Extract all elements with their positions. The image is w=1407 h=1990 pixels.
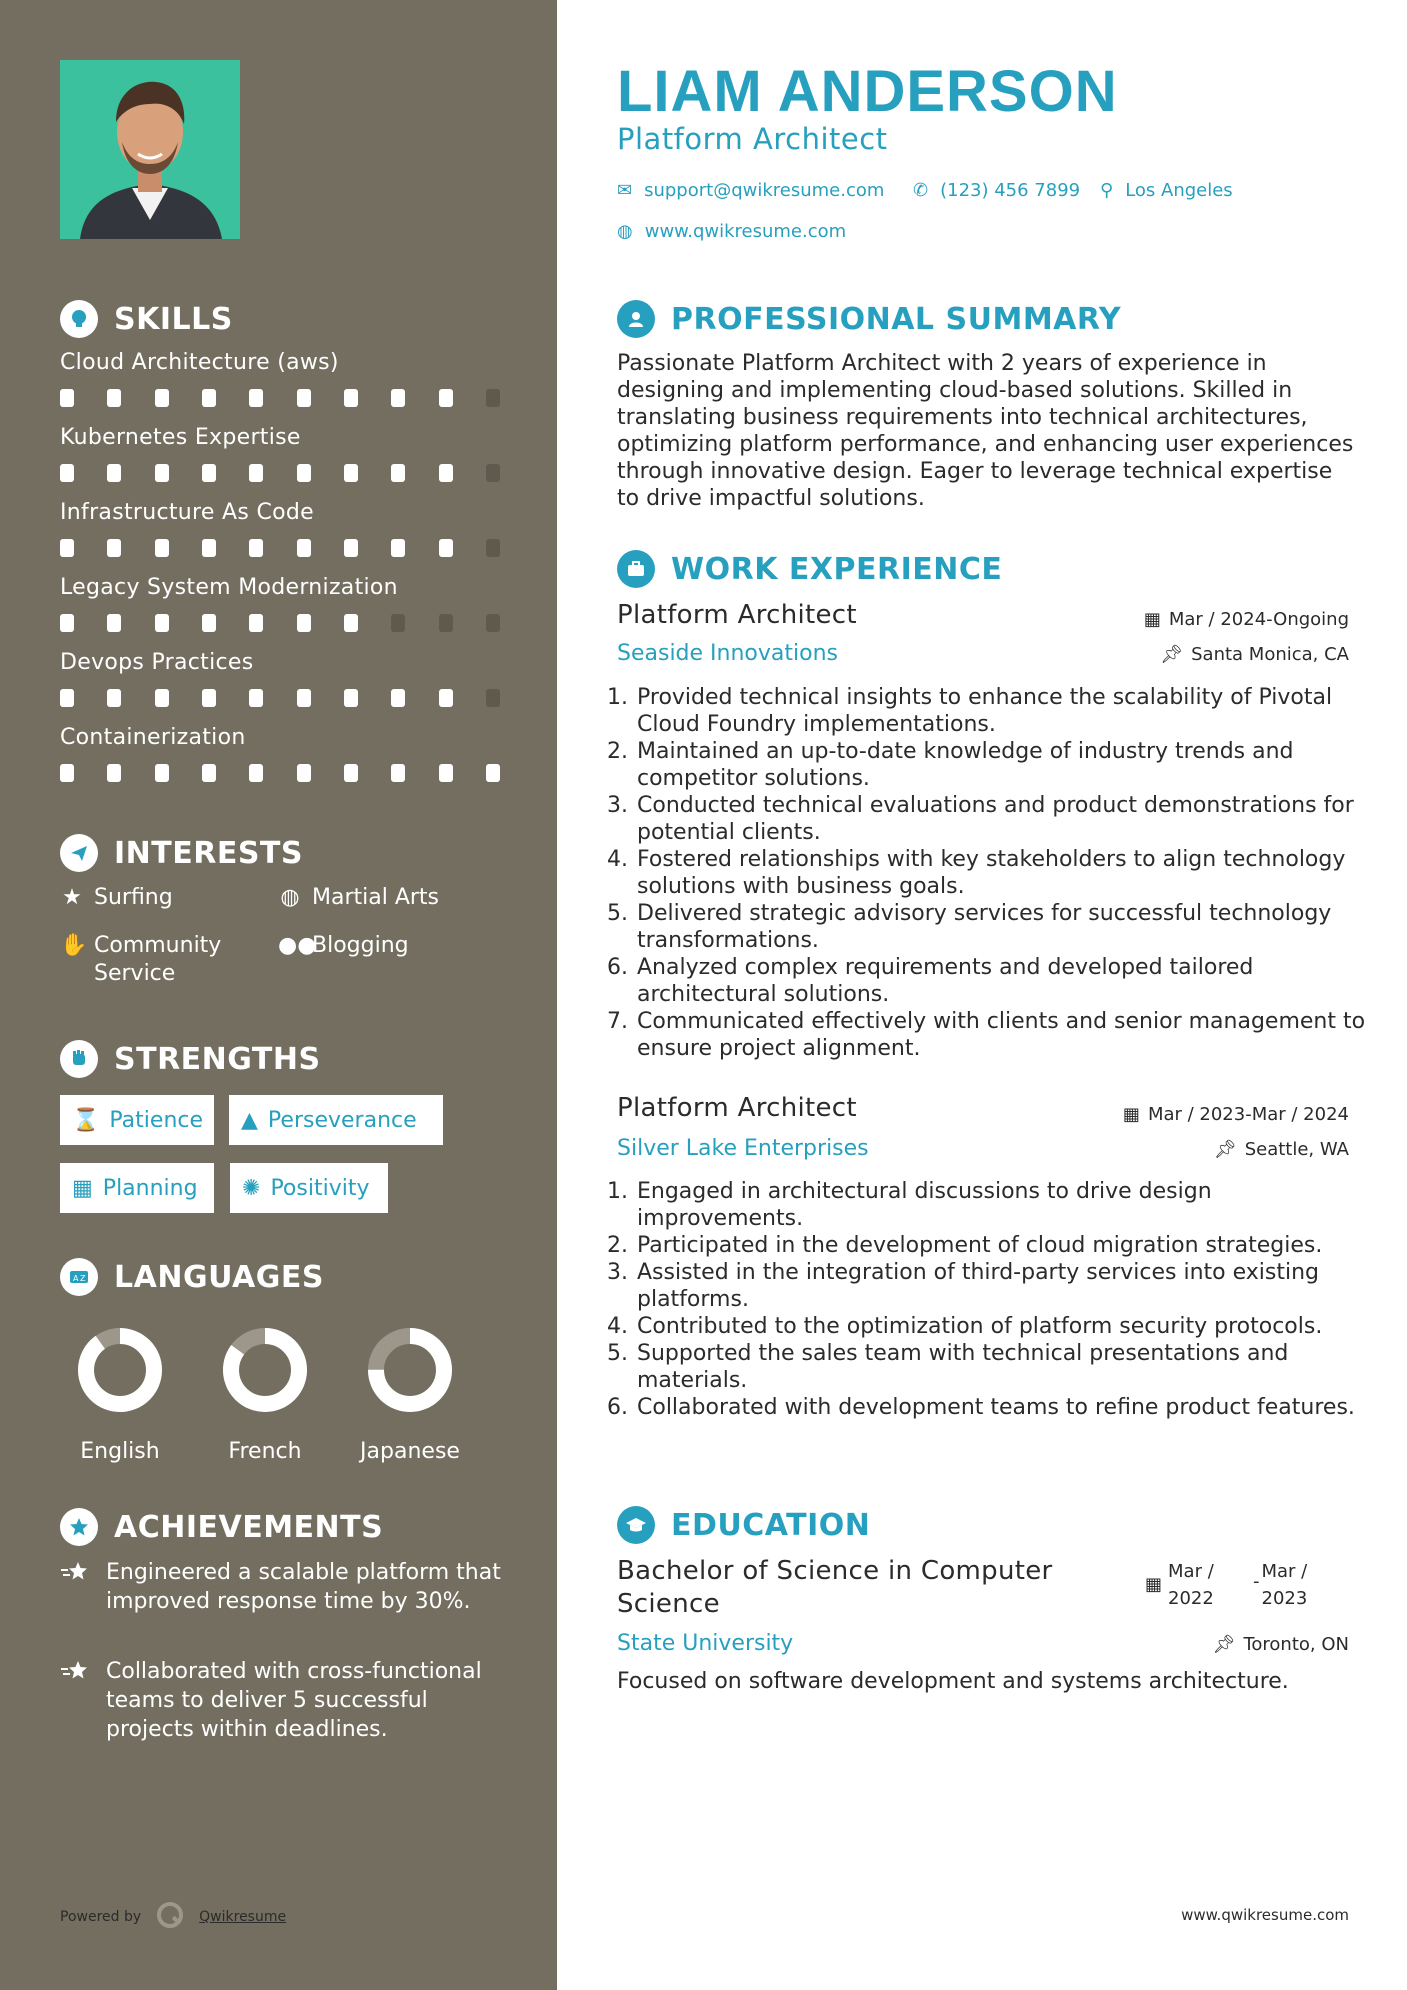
skill-dot-filled — [155, 464, 169, 482]
skill-dot-filled — [439, 539, 453, 557]
skill-dot-filled — [107, 614, 121, 632]
job-bullet: 5. Supported the sales team with technical presentations and materials. — [635, 1340, 1375, 1394]
location-contact — [1100, 180, 1233, 201]
powered-by-label: Powered by — [60, 1909, 142, 1925]
footer-url[interactable]: www.qwikresume.com — [1181, 1906, 1349, 1924]
language-item — [60, 1325, 180, 1464]
skill-dot-empty — [486, 389, 500, 407]
language-label: French — [228, 1439, 302, 1464]
strength-chip — [60, 1163, 214, 1213]
education-end-text: Mar / 2023 — [1261, 1561, 1308, 1609]
skill-dot-filled — [60, 539, 74, 557]
job-bullet: 7. Communicated effectively with clients and senior management to ensure project alignment. — [635, 1008, 1375, 1062]
svg-text:A: A — [73, 1274, 79, 1283]
job-bullet: 4. Contributed to the optimization of platform security protocols. — [635, 1313, 1375, 1340]
languages-title: LANGUAGES — [114, 1259, 324, 1295]
skill-dot-filled — [155, 689, 169, 707]
candidate-role: Platform Architect — [617, 122, 888, 156]
job-location — [1160, 644, 1349, 665]
achievement-text: Engineered a scalable platform that improved response time by 30%. — [106, 1560, 501, 1614]
job-location-text: Seattle, WA — [1244, 1139, 1349, 1160]
skill-label: Cloud Architecture (aws) — [60, 350, 339, 375]
skill-item — [60, 500, 500, 557]
skill-dot-filled — [202, 689, 216, 707]
strength-label: Planning — [102, 1175, 198, 1201]
skill-dot-filled — [249, 764, 263, 782]
phone-icon: ✆ — [913, 180, 929, 201]
achievements-title: ACHIEVEMENTS — [114, 1509, 384, 1545]
skill-label: Devops Practices — [60, 650, 254, 675]
skill-dot-filled — [344, 764, 358, 782]
summary-text: Passionate Platform Architect with 2 years of experience in designing and implementing cloud-based solutions. Skilled in translating business requirements into technical architectures, optimizing platform performance, and enhancing user experiences through innovative design. Eager to leverage technical expertise to drive impactful solutions. — [617, 351, 1354, 511]
experience-heading — [617, 550, 1002, 588]
skill-dot-filled — [297, 614, 311, 632]
skill-rating — [60, 389, 500, 407]
job-bullet: 1. Provided technical insights to enhance the scalability of Pivotal Cloud Foundry implementations. — [635, 684, 1375, 738]
skills-title: SKILLS — [114, 301, 233, 337]
job-dates — [1144, 609, 1349, 630]
skill-dot-filled — [249, 389, 263, 407]
skill-rating — [60, 539, 500, 557]
brand-link[interactable]: Qwikresume — [199, 1909, 287, 1925]
education-heading — [617, 1506, 870, 1544]
job-dates-text: Mar / 2023-Mar / 2024 — [1147, 1104, 1349, 1125]
strength-label: Patience — [109, 1107, 204, 1133]
globe-icon: ◍ — [617, 221, 633, 242]
globe-icon: ◍ — [280, 885, 300, 910]
language-item — [205, 1325, 325, 1464]
phone-text: (123) 456 7899 — [940, 180, 1081, 201]
skill-dot-filled — [344, 464, 358, 482]
interest-label: Community Service — [94, 933, 222, 986]
achievements-heading — [60, 1508, 383, 1546]
summary-title: PROFESSIONAL SUMMARY — [671, 301, 1122, 337]
skill-dot-filled — [249, 689, 263, 707]
interest-item — [278, 884, 439, 912]
language-donut — [75, 1325, 165, 1415]
language-donut — [365, 1325, 455, 1415]
strength-label: Positivity — [270, 1175, 370, 1201]
job-bullet: 2. Participated in the development of cloud migration strategies. — [635, 1232, 1375, 1259]
job-title: Platform Architect — [617, 1093, 857, 1123]
skill-rating — [60, 614, 500, 632]
skill-item — [60, 425, 500, 482]
skill-dot-filled — [344, 614, 358, 632]
calendar-icon: ▦ — [1143, 609, 1161, 630]
skill-dot-filled — [155, 614, 169, 632]
skill-rating — [60, 464, 500, 482]
skill-item — [60, 575, 500, 632]
interest-label: Surfing — [94, 885, 173, 910]
job-bullets — [617, 1178, 1375, 1421]
skill-item — [60, 725, 500, 782]
skill-dot-filled — [391, 764, 405, 782]
skill-dot-filled — [107, 389, 121, 407]
star-icon: ★ — [62, 885, 82, 910]
svg-text:Z: Z — [80, 1274, 86, 1283]
skill-dot-filled — [344, 689, 358, 707]
skill-dot-filled — [249, 539, 263, 557]
language-label: Japanese — [360, 1439, 460, 1464]
skill-dot-filled — [107, 539, 121, 557]
language-item — [350, 1325, 470, 1464]
skills-heading — [60, 300, 233, 338]
education-start-date — [1145, 1558, 1215, 1612]
skill-dot-filled — [486, 764, 500, 782]
skill-dot-filled — [60, 614, 74, 632]
job-location-text: Santa Monica, CA — [1191, 644, 1349, 665]
languages-heading — [60, 1258, 324, 1296]
education-location-text: Toronto, ON — [1243, 1634, 1349, 1655]
job-bullet: 2. Maintained an up-to-date knowledge of industry trends and competitor solutions. — [635, 738, 1375, 792]
skill-label: Containerization — [60, 725, 246, 750]
skill-dot-filled — [60, 689, 74, 707]
education-start-text: Mar / 2022 — [1168, 1561, 1214, 1609]
job-bullet: 3. Assisted in the integration of third-party services into existing platforms. — [635, 1259, 1375, 1313]
interest-item — [60, 932, 250, 988]
skill-item — [60, 650, 500, 707]
job-dates-text: Mar / 2024-Ongoing — [1168, 609, 1349, 630]
job-bullet: 6. Analyzed complex requirements and developed tailored architectural solutions. — [635, 954, 1375, 1008]
map-pin-icon: ⚲ — [1100, 180, 1114, 201]
job-bullet: 1. Engaged in architectural discussions to drive design improvements. — [635, 1178, 1375, 1232]
strengths-heading — [60, 1040, 321, 1078]
skill-item — [60, 350, 500, 407]
strength-chip — [230, 1163, 388, 1213]
education-location — [1213, 1634, 1349, 1655]
strengths-title: STRENGTHS — [114, 1041, 321, 1077]
strength-chip — [229, 1095, 443, 1145]
skill-dot-filled — [202, 614, 216, 632]
skill-rating — [60, 764, 500, 782]
interests-title: INTERESTS — [114, 835, 303, 871]
graduation-cap-icon — [617, 1506, 655, 1544]
skill-dot-empty — [486, 539, 500, 557]
skill-dot-filled — [249, 464, 263, 482]
education-title: EDUCATION — [671, 1507, 871, 1543]
pin-icon: 📌︎ — [1160, 644, 1184, 665]
language-label: English — [80, 1439, 160, 1464]
skill-dot-filled — [391, 539, 405, 557]
user-icon — [617, 300, 655, 338]
road-icon: ▲ — [241, 1107, 258, 1133]
skill-dot-filled — [297, 464, 311, 482]
job-location — [1214, 1139, 1349, 1160]
skill-dot-filled — [249, 614, 263, 632]
job-bullet: 5. Delivered strategic advisory services for successful technology transformations. — [635, 900, 1375, 954]
language-icon — [60, 1258, 98, 1296]
achievement-item — [60, 1558, 520, 1616]
education-end-date — [1253, 1558, 1333, 1612]
job-company: Silver Lake Enterprises — [617, 1136, 869, 1161]
skill-label: Infrastructure As Code — [60, 500, 314, 525]
skill-dot-empty — [486, 689, 500, 707]
trophy-icon — [60, 1508, 98, 1546]
skill-dot-filled — [60, 764, 74, 782]
interests-heading — [60, 834, 303, 872]
strength-chip — [60, 1095, 214, 1145]
sun-icon: ✺ — [242, 1175, 261, 1201]
achievement-text: Collaborated with cross-functional teams to deliver 5 successful projects within deadlines. — [106, 1659, 482, 1742]
website-text: www.qwikresume.com — [644, 221, 847, 242]
sidebar — [0, 0, 557, 1990]
skill-label: Legacy System Modernization — [60, 575, 398, 600]
skill-dot-empty — [439, 614, 453, 632]
email-text: support@qwikresume.com — [644, 180, 885, 201]
skill-dot-empty — [391, 614, 405, 632]
calendar-icon: ▦ — [1122, 1104, 1140, 1125]
achievement-item — [60, 1657, 520, 1744]
skill-dot-filled — [155, 764, 169, 782]
skill-dot-filled — [297, 764, 311, 782]
pin-icon: 📌︎ — [1212, 1634, 1236, 1655]
job-bullet: 6. Collaborated with development teams to refine product features. — [635, 1394, 1375, 1421]
skill-dot-filled — [202, 389, 216, 407]
skill-dot-filled — [107, 689, 121, 707]
interest-label: Blogging — [312, 933, 409, 958]
skill-dot-empty — [486, 464, 500, 482]
calendar-icon: ▦ — [72, 1175, 93, 1201]
skill-dot-empty — [486, 614, 500, 632]
job-bullets — [617, 684, 1375, 1062]
skill-rating — [60, 689, 500, 707]
skill-dot-filled — [344, 389, 358, 407]
skill-dot-filled — [155, 539, 169, 557]
users-icon: ●● — [278, 933, 317, 958]
skill-dot-filled — [297, 539, 311, 557]
school-name: State University — [617, 1631, 794, 1656]
skill-dot-filled — [391, 389, 405, 407]
website-contact[interactable] — [617, 221, 846, 242]
skill-dot-filled — [107, 764, 121, 782]
job-company: Seaside Innovations — [617, 641, 838, 666]
interest-label: Martial Arts — [312, 885, 440, 910]
skill-dot-filled — [107, 464, 121, 482]
fist-icon — [60, 1040, 98, 1078]
skill-dot-filled — [439, 764, 453, 782]
skill-dot-filled — [202, 764, 216, 782]
shooting-star-icon — [60, 1657, 92, 1744]
summary-heading — [617, 300, 1121, 338]
skill-dot-filled — [391, 689, 405, 707]
hourglass-icon: ⌛ — [72, 1107, 100, 1133]
envelope-icon: ✉ — [617, 180, 633, 201]
degree-title: Bachelor of Science in Computer Science — [617, 1556, 1053, 1619]
email-contact[interactable] — [617, 180, 884, 201]
language-donut — [220, 1325, 310, 1415]
job-bullet: 4. Fostered relationships with key stakeholders to align technology solutions with business goals. — [635, 846, 1375, 900]
lightbulb-icon — [60, 300, 98, 338]
skill-dot-filled — [202, 464, 216, 482]
skill-dot-filled — [60, 464, 74, 482]
skill-dot-filled — [202, 539, 216, 557]
powered-by — [60, 1900, 286, 1934]
job-bullet: 3. Conducted technical evaluations and product demonstrations for potential clients. — [635, 792, 1375, 846]
qwikresume-logo-icon — [155, 1900, 185, 1934]
candidate-name: LIAM ANDERSON — [617, 59, 1118, 124]
calendar-icon: ▦ — [1145, 1574, 1163, 1595]
skill-dot-filled — [344, 539, 358, 557]
skill-dot-filled — [439, 389, 453, 407]
strength-label: Perseverance — [267, 1107, 417, 1133]
paper-plane-icon — [60, 834, 98, 872]
skill-dot-filled — [439, 689, 453, 707]
skill-dot-filled — [297, 389, 311, 407]
phone-contact[interactable] — [913, 180, 1080, 201]
hand-icon: ✋ — [60, 933, 88, 958]
pin-icon: 📌︎ — [1213, 1139, 1237, 1160]
education-description: Focused on software development and systems architecture. — [617, 1669, 1289, 1694]
skill-label: Kubernetes Expertise — [60, 425, 301, 450]
location-text: Los Angeles — [1125, 180, 1233, 201]
job-title: Platform Architect — [617, 600, 857, 630]
job-dates — [1123, 1104, 1349, 1125]
skill-dot-filled — [60, 389, 74, 407]
briefcase-icon — [617, 550, 655, 588]
skill-dot-filled — [439, 464, 453, 482]
interest-item — [60, 884, 173, 912]
skill-dot-filled — [155, 389, 169, 407]
shooting-star-icon — [60, 1558, 92, 1616]
experience-title: WORK EXPERIENCE — [671, 551, 1003, 587]
skill-dot-filled — [297, 689, 311, 707]
date-separator: - — [1253, 1571, 1260, 1592]
skill-dot-filled — [391, 464, 405, 482]
profile-photo — [60, 60, 240, 239]
language-donut-fill — [86, 1336, 154, 1404]
interest-item — [278, 932, 409, 960]
